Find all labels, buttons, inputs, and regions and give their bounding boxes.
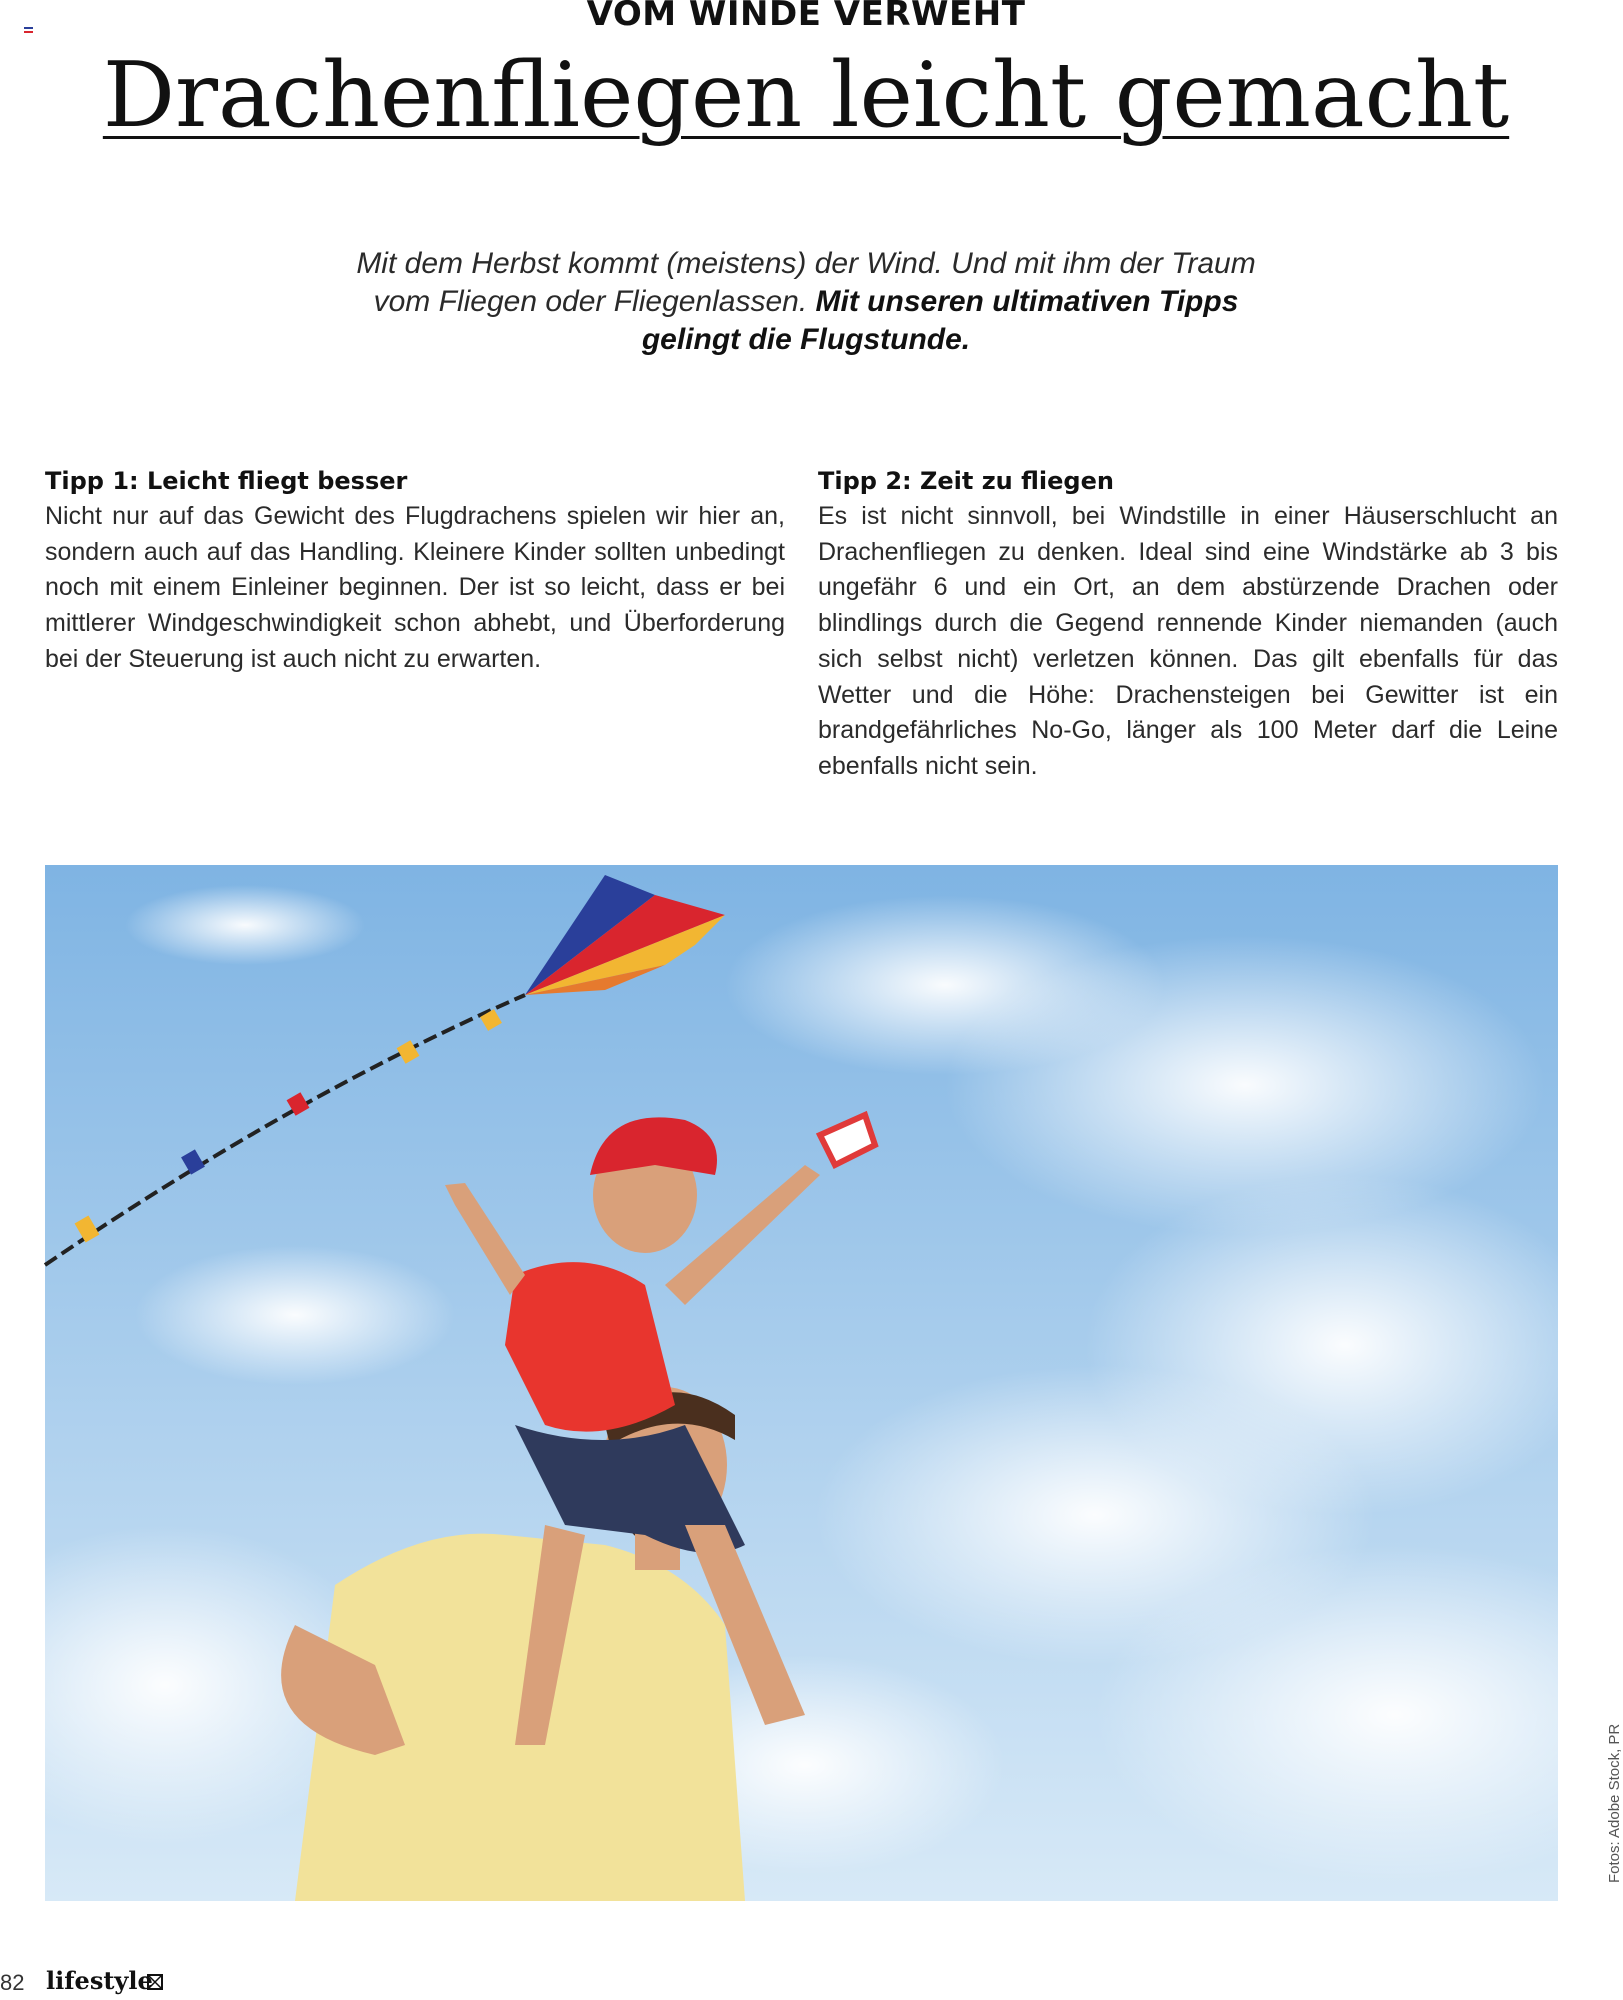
- hero-photo: [45, 865, 1558, 1901]
- tip-1-body: Nicht nur auf das Gewicht des Flugdrachens spielen wir hier an, sondern auch auf das Handling. Kleinere Kinder sollten unbedingt noch mit einem Einleiner beginnen. Der ist so leicht, dass er bei mittlerer Windgeschwindigkeit schon abhebt, und Überforderung bei der Steuerung ist auch nicht zu erwarten.: [45, 502, 785, 673]
- tip-2-body: Es ist nicht sinnvoll, bei Windstille in einer Häuserschlucht an Drachenfliegen zu denken. Ideal sind eine Windstärke ab 3 bis ungefähr 6 und ein Ort, an dem abstürzende Drachen oder blindlings durch die Gegend rennende Kinder niemanden (auch sich selbst nicht) verletzen können. Das gilt ebenfalls für das Wetter und die Höhe: Drachensteigen bei Gewitter ist ein brandgefährliches No-Go, länger als 100 Meter darf die Leine ebenfalls nicht sein.: [818, 502, 1558, 780]
- brand-name: lifestyle: [46, 1966, 153, 1995]
- tip-2-title: Tipp 2: Zeit zu fliegen: [818, 467, 1114, 495]
- page-title: [0, 43, 1612, 148]
- intro-paragraph: [356, 245, 1256, 359]
- page-number: 82: [0, 1970, 25, 1995]
- tip-1-title: Tipp 1: Leicht fliegt besser: [45, 467, 408, 495]
- tip-2: [818, 463, 1558, 785]
- intro-italic: Mit dem Herbst kommt (meistens) der Wind. Und mit ihm der Traum vom Fliegen oder Fliegenlassen.: [356, 247, 1256, 318]
- photo-credit: Fotos: Adobe Stock, PR: [1606, 1723, 1623, 1883]
- intro-bold: Mit unseren ultimativen Tipps gelingt die Flugstunde.: [641, 285, 1239, 356]
- tip-1: [45, 463, 785, 678]
- brand-logo-icon: [145, 1972, 165, 1992]
- page-title-text: Drachenfliegen leicht gemacht: [102, 43, 1510, 148]
- hero-illustration: [45, 865, 1558, 1901]
- section-kicker: VOM WINDE VERWEHT: [586, 0, 1026, 34]
